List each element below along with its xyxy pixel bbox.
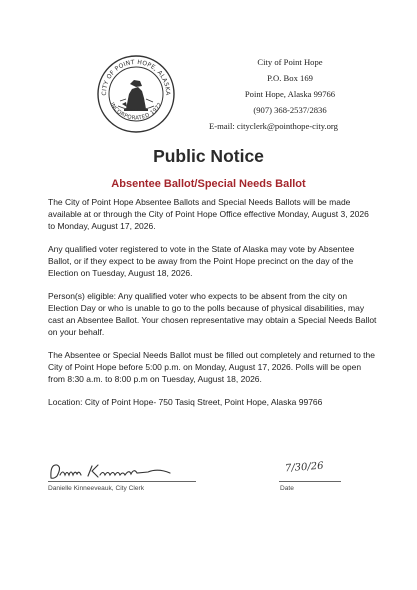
city-seal-logo (96, 54, 176, 134)
paragraph-eligibility-voters: Any qualified voter registered to vote in the State of Alaska may vote by Absentee Ballot, or if they expect to be away from the Point Hope precinct on the day of the Election on Tuesday, August 18, 2026. (48, 244, 355, 278)
contact-block (209, 54, 365, 134)
paragraph-return-deadline: The Absentee or Special Needs Ballot must be filled out completely and returned to the City of Point Hope before 5:00 p.m. on Monday, August 17, 2026. Polls will be open from 8:30 a.m. to 8:00 p.m on Tuesday, August 18, 2026. (48, 350, 375, 384)
notice-body (48, 196, 378, 419)
paragraph-persons-eligible: Person(s) eligible: Any qualified voter who expects to be absent from the city on Election Day or who is unable to go to the polls because of physical disabilities, may cast an Absentee Ballot. Your chosen representative may obtain a Special Needs Ballot on your behalf. (48, 291, 377, 337)
date-label: Date (280, 485, 294, 492)
paragraph-availability: The City of Point Hope Absentee Ballots and Special Needs Ballots will be made available at or through the City of Point Hope Office effective Monday, August 3, 2026 to Monday, August 17, 2026. (48, 197, 369, 231)
page-title: Public Notice (153, 146, 264, 166)
email-address: E-mail: cityclerk@pointhope-city.org (209, 121, 338, 131)
svg-text:CITY OF POINT HOPE, ALASKA: CITY OF POINT HOPE, ALASKA (100, 58, 172, 96)
handwritten-date: 7/30/26 (284, 460, 324, 475)
phone-numbers: (907) 368-2537/2836 (253, 105, 327, 115)
svg-text:INCORPORATED 1972: INCORPORATED 1972 (108, 101, 164, 122)
city-address: Point Hope, Alaska 99766 (244, 89, 336, 99)
po-box: P.O. Box 169 (267, 73, 313, 83)
date-line (279, 481, 341, 482)
city-name: City of Point Hope (257, 57, 323, 67)
notice-subtitle: Absentee Ballot/Special Needs Ballot (111, 178, 306, 190)
signature-line (48, 481, 196, 482)
signer-label: Danielle Kinneeveauk, City Clerk (48, 485, 145, 492)
clerk-signature (48, 460, 188, 482)
location-line: Location: City of Point Hope- 750 Tasiq Street, Point Hope, Alaska 99766 (48, 397, 323, 407)
